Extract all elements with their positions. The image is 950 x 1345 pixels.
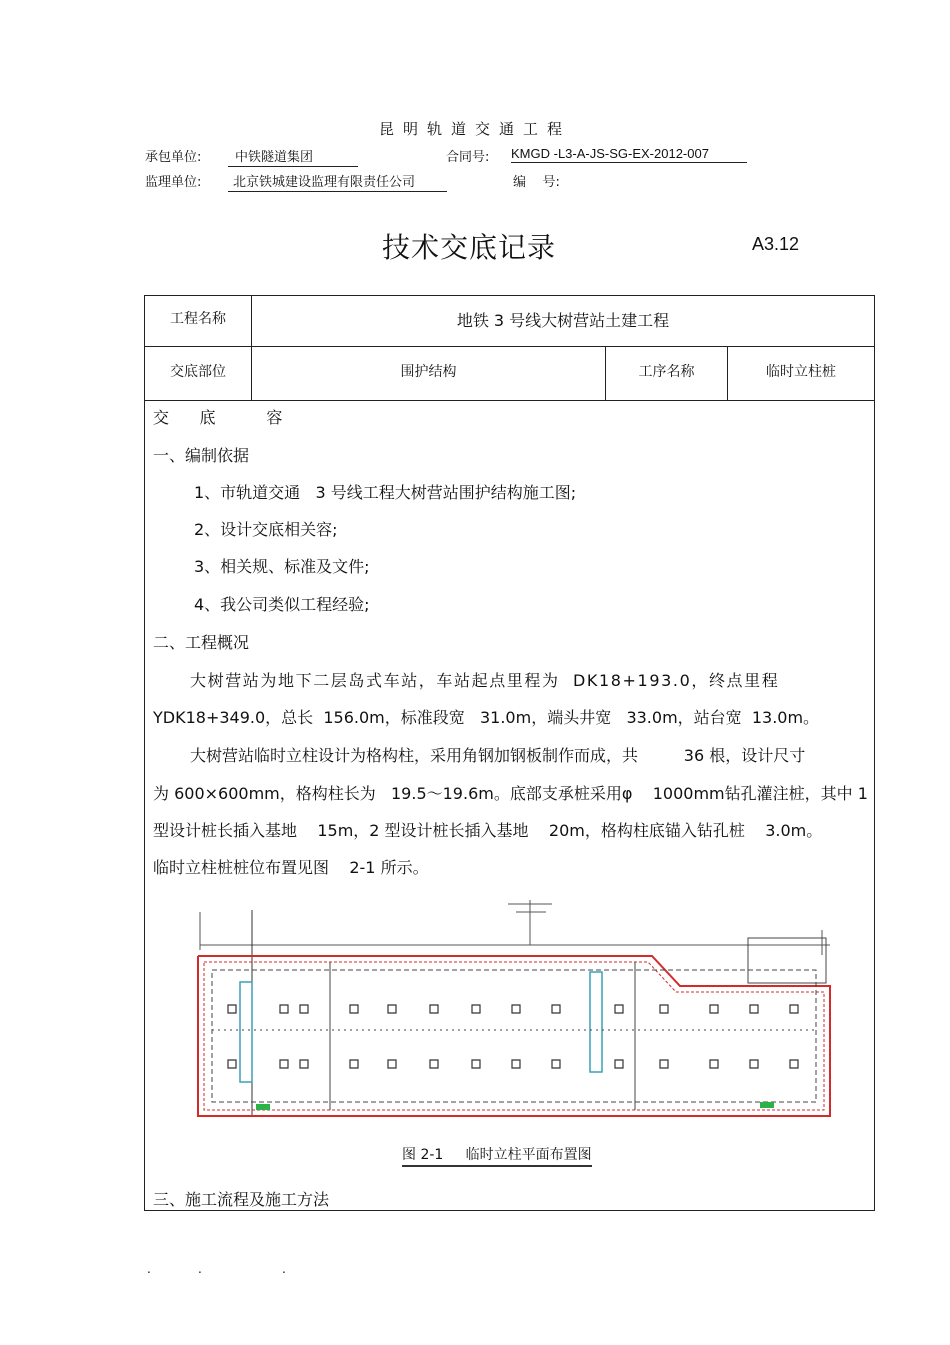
project-name-value: 地铁 3 号线大树营站土建工程 <box>456 311 670 330</box>
supervisor-label: 监理单位: <box>145 175 202 190</box>
supervisor-value: 北京铁城建设监理有限责任公司 <box>228 171 447 192</box>
basis-item: 1、市轨道交通 3 号线工程大树营站围护结构施工图; <box>194 483 577 502</box>
process-value: 临时立柱桩 <box>766 364 836 380</box>
lattice-column <box>590 972 602 1072</box>
overview-paragraph-2-line: 大树营站临时立柱设计为格构柱，采用角钢加钢板制作而成，共 36 根，设计尺寸 <box>190 746 806 765</box>
marker <box>760 1102 774 1108</box>
overview-paragraph-1-line: 大树营站为地下二层岛式车站，车站起点里程为 DK18+193.0，终点里程 <box>190 671 780 690</box>
footer-dot: . <box>198 1262 202 1276</box>
basis-item: 3、相关规、标准及文件; <box>194 557 370 576</box>
marker <box>256 1104 270 1110</box>
content-heading: 交 底 容 <box>153 408 283 427</box>
contract-no-label: 合同号: <box>446 150 490 165</box>
column-layout-drawing <box>190 890 840 1125</box>
section-1-title: 一、编制依据 <box>153 446 250 465</box>
footer-dot: . <box>147 1262 151 1276</box>
basis-item: 4、我公司类似工程经验; <box>194 595 370 614</box>
lattice-column <box>240 982 252 1082</box>
figure-caption: 图 2-1 临时立柱平面布置图 <box>402 1144 592 1167</box>
row-divider <box>145 400 874 401</box>
contractor-label: 承包单位: <box>145 150 202 165</box>
document-title: 技术交底记录 <box>382 231 557 264</box>
process-label: 工序名称 <box>638 364 695 380</box>
part-label: 交底部位 <box>170 364 226 380</box>
project-title: 昆明轨道交通工程 <box>378 120 571 138</box>
footer-dot: . <box>282 1262 286 1276</box>
basis-item: 2、设计交底相关容; <box>194 520 338 539</box>
project-name-label: 工程名称 <box>170 311 226 327</box>
section-2-title: 二、工程概况 <box>153 633 250 652</box>
part-value: 围护结构 <box>400 364 457 380</box>
section-3-title: 三、施工流程及施工方法 <box>153 1190 330 1209</box>
overview-paragraph-2-line: 型设计桩长插入基地 15m，2 型设计桩长插入基地 20m，格构柱底锚入钻孔桩 3.0m。 <box>153 821 823 840</box>
row-divider <box>145 346 874 347</box>
serial-label: 编 号: <box>513 175 560 190</box>
contract-no-value: KMGD -L3-A-JS-SG-EX-2012-007 <box>511 146 747 163</box>
overview-paragraph-2-line: 为 600×600mm，格构柱长为 19.5～19.6m。底部支承桩采用φ 1000mm钻孔灌注桩，其中 1 <box>153 784 868 803</box>
overview-paragraph-1-line: YDK18+349.0，总长 156.0m，标准段宽 31.0m，端头井宽 33.0m，站台宽 13.0m。 <box>153 708 820 727</box>
form-code: A3.12 <box>752 234 800 254</box>
overview-paragraph-2-line: 临时立柱桩桩位布置见图 2-1 所示。 <box>153 858 429 877</box>
station-wall <box>198 956 830 1116</box>
contractor-value: 中铁隧道集团 <box>228 146 358 167</box>
